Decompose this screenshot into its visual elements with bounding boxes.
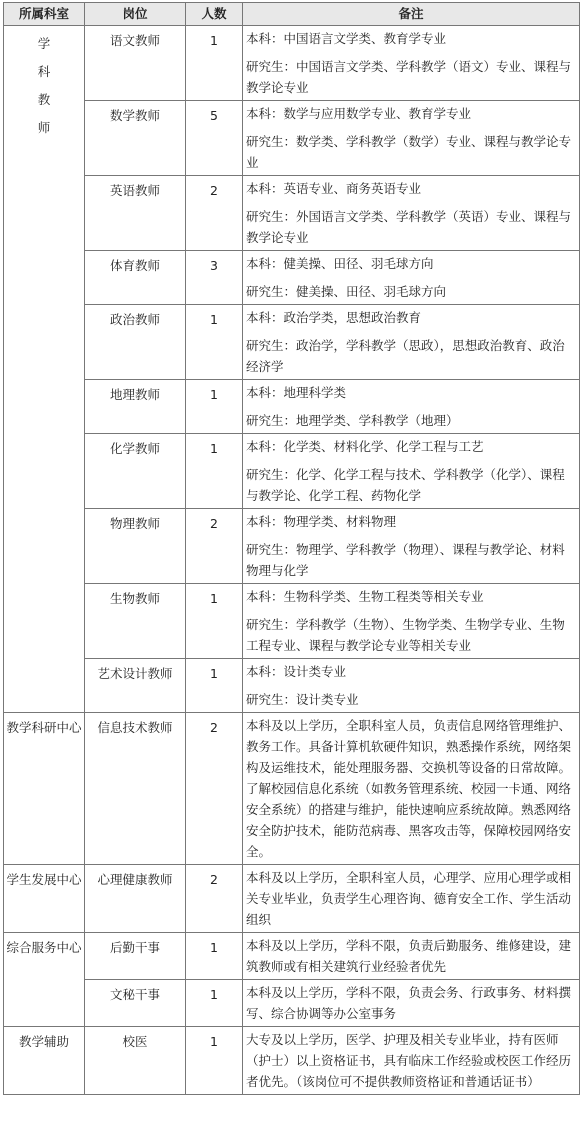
notes-cell [243,305,580,380]
header-notes: 备注 [243,3,580,26]
table-row [4,26,580,101]
position-cell: 后勤干事 [85,933,186,980]
notes-cell [243,176,580,251]
count-cell: 5 [186,101,243,176]
note-line: 研究生：设计类专业 [246,692,359,707]
header-dept: 所属科室 [4,3,85,26]
table-row [4,101,580,176]
table-row [4,713,580,865]
header-count: 人数 [186,3,243,26]
note-line: 本科：物理学类、材料物理 [246,514,397,529]
dept-cell: 教学科研中心 [4,713,85,865]
notes-cell [243,584,580,659]
note-line: 研究生：地理学类、学科教学（地理） [246,413,459,428]
note-line: 本科：健美操、田径、羽毛球方向 [246,256,434,271]
note-line: 本科：生物科学类、生物工程类等相关专业 [246,589,484,604]
position-cell: 化学教师 [85,434,186,509]
count-cell: 2 [186,509,243,584]
count-cell: 1 [186,434,243,509]
note-line: 大专及以上学历，医学、护理及相关专业毕业，持有医师（护士）以上资格证书，具有临床工作经验或校医工作经历者优先。（该岗位可不提供教师资格证和普通话证书） [246,1032,572,1089]
table-row [4,933,580,980]
note-line: 研究生：外国语言文学类、学科教学（英语）专业、课程与教学论专业 [246,209,572,245]
count-cell: 1 [186,980,243,1027]
note-line: 研究生：健美操、田径、羽毛球方向 [246,284,447,299]
header-row [4,3,580,26]
position-cell: 政治教师 [85,305,186,380]
notes-cell [243,509,580,584]
position-cell: 语文教师 [85,26,186,101]
recruitment-table [3,2,580,1095]
count-cell: 1 [186,584,243,659]
count-cell: 1 [186,659,243,713]
note-line: 本科及以上学历，全职科室人员，心理学、应用心理学或相关专业毕业，负责学生心理咨询、德育安全工作、学生活动组织 [246,870,572,927]
table-row [4,659,580,713]
note-line: 本科：政治学类，思想政治教育 [246,310,422,325]
dept-cell: 综合服务中心 [4,933,85,1027]
count-cell: 2 [186,713,243,865]
table-row [4,509,580,584]
table-row [4,434,580,509]
notes-cell [243,251,580,305]
note-line: 研究生：政治学，学科教学（思政），思想政治教育、政治经济学 [246,338,565,374]
position-cell: 数学教师 [85,101,186,176]
table-row [4,1027,580,1095]
table-row [4,584,580,659]
notes-cell [243,659,580,713]
dept-char: 师 [37,120,51,135]
position-cell: 艺术设计教师 [85,659,186,713]
notes-cell [243,1027,580,1095]
notes-cell [243,865,580,933]
header-position: 岗位 [85,3,186,26]
table-row [4,380,580,434]
note-line: 本科及以上学历，学科不限，负责会务、行政事务、材料撰写、综合协调等办公室事务 [246,985,572,1021]
note-line: 本科：中国语言文学类、教育学专业 [246,31,447,46]
table-row [4,251,580,305]
dept-char: 学 [37,36,51,51]
count-cell: 1 [186,933,243,980]
position-cell: 体育教师 [85,251,186,305]
note-line: 研究生：数学类、学科教学（数学）专业、课程与教学论专业 [246,134,572,170]
note-line: 本科：设计类专业 [246,664,347,679]
position-cell: 信息技术教师 [85,713,186,865]
dept-char: 科 [37,64,51,79]
count-cell: 2 [186,176,243,251]
count-cell: 2 [186,865,243,933]
position-cell: 心理健康教师 [85,865,186,933]
position-cell: 地理教师 [85,380,186,434]
position-cell: 英语教师 [85,176,186,251]
count-cell: 3 [186,251,243,305]
note-line: 研究生：物理学、学科教学（物理）、课程与教学论、材料物理与化学 [246,542,565,578]
position-cell: 校医 [85,1027,186,1095]
table-row [4,980,580,1027]
position-cell: 文秘干事 [85,980,186,1027]
notes-cell [243,434,580,509]
notes-cell [243,713,580,865]
notes-cell [243,101,580,176]
table-row [4,865,580,933]
note-line: 本科：地理科学类 [246,385,347,400]
table-row [4,176,580,251]
notes-cell [243,980,580,1027]
notes-cell [243,26,580,101]
note-line: 研究生：中国语言文学类、学科教学（语文）专业、课程与教学论专业 [246,59,572,95]
dept-cell [4,26,85,713]
table-body [4,26,580,1095]
count-cell: 1 [186,1027,243,1095]
count-cell: 1 [186,380,243,434]
note-line: 研究生：学科教学（生物）、生物学类、生物学专业、生物工程专业、课程与教学论专业等相关专业 [246,617,565,653]
position-cell: 物理教师 [85,509,186,584]
note-line: 本科及以上学历，全职科室人员，负责信息网络管理维护、教务工作。具备计算机软硬件知识，熟悉操作系统，网络架构及运维技术，能处理服务器、交换机等设备的日常故障。了解校园信息化系统（如教务管理系统、校园一卡通、网络安全系统）的搭建与维护，能快速响应系统故障。熟悉网络安全防护技术，能防范病毒、黑客攻击等，保障校园网络安全。 [246,718,572,859]
note-line: 研究生：化学、化学工程与技术、学科教学（化学）、课程与教学论、化学工程、药物化学 [246,467,565,503]
note-line: 本科：化学类、材料化学、化学工程与工艺 [246,439,484,454]
dept-cell: 学生发展中心 [4,865,85,933]
count-cell: 1 [186,26,243,101]
count-cell: 1 [186,305,243,380]
dept-char: 教 [37,92,51,107]
note-line: 本科及以上学历，学科不限，负责后勤服务、维修建设，建筑教师或有相关建筑行业经验者优先 [246,938,572,974]
position-cell: 生物教师 [85,584,186,659]
dept-cell: 教学辅助 [4,1027,85,1095]
notes-cell [243,380,580,434]
note-line: 本科：数学与应用数学专业、教育学专业 [246,106,472,121]
table-row [4,305,580,380]
notes-cell [243,933,580,980]
note-line: 本科：英语专业、商务英语专业 [246,181,422,196]
